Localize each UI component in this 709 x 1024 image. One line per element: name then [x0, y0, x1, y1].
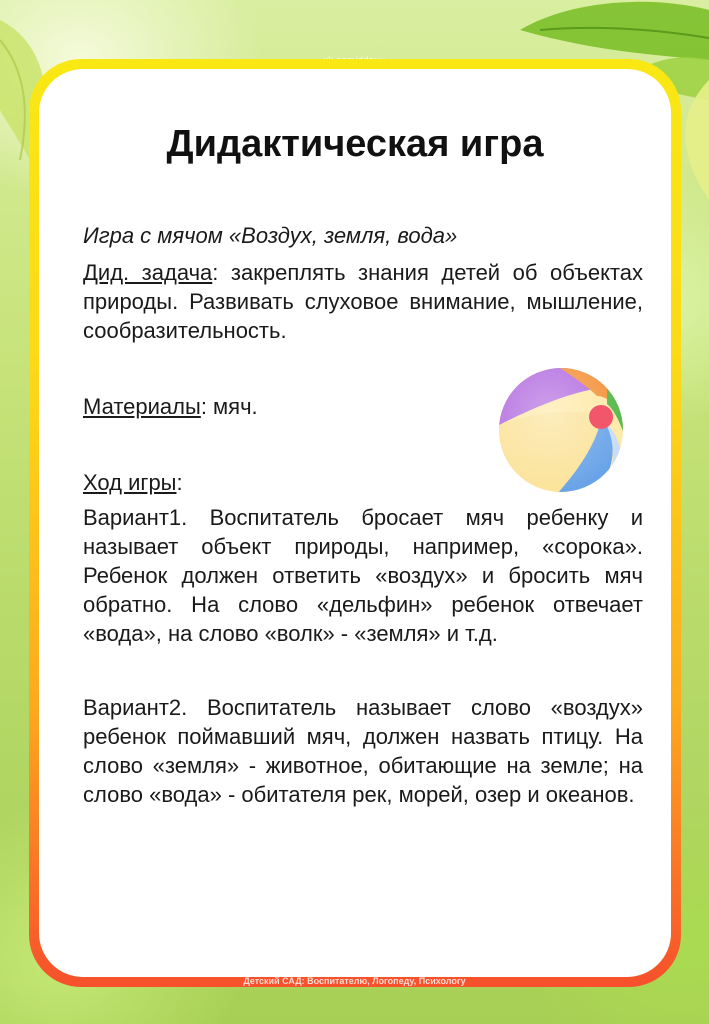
progress-suffix: : [176, 470, 183, 495]
progress-label: Ход игры [83, 470, 177, 495]
variant2-paragraph: Вариант2. Воспитатель называет слово «воздух» ребенок поймавший мяч, должен назвать птицу. На слово «земля» - животное, обитающие на земле; на слово «вода» - обитателя рек, морей, озер и океанов. [83, 695, 643, 807]
card-frame [29, 59, 681, 987]
beach-ball-icon [497, 366, 625, 494]
watermark-bottom: Детский САД: Воспитателю, Логопеду, Психологу [243, 976, 466, 986]
card-content [83, 221, 643, 809]
task-paragraph [83, 258, 643, 345]
materials-text: : мяч. [200, 394, 258, 419]
page-title: Дидактическая игра [166, 123, 544, 165]
game-name: Игра с мячом «Воздух, земля, вода» [83, 223, 458, 248]
task-label: Дид. задача [83, 260, 213, 285]
task-text: : закреплять знания детей об объектах природы. Развивать слуховое внимание, мышление, сообразительность. [83, 260, 644, 343]
materials-label: Материалы [83, 394, 201, 419]
card [39, 69, 671, 977]
variant1-paragraph: Вариант1. Воспитатель бросает мяч ребенку и называет объект природы, например, «сорока». Ребенок должен ответить «воздух» и бросить мяч обратно. На слово «дельфин» ребенок отвечает «вода», на слово «волк» - «земля» и т.д. [83, 505, 643, 646]
